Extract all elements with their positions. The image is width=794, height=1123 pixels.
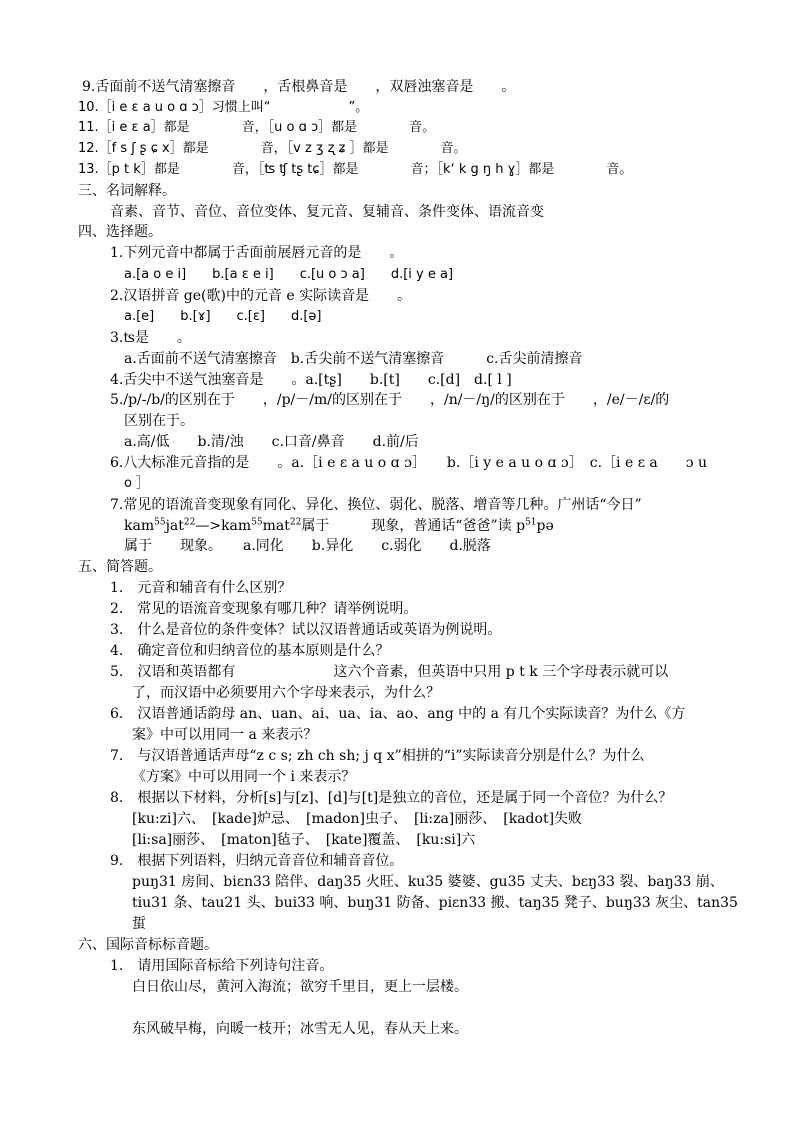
short-question-8-data-1: [ku:zi]六、 [kade]炉忌、 [madon]虫子、 [li:za]丽莎、 [kadot]失败 [132, 811, 583, 827]
short-question-7: 7. 与汉语普通话声母“z c s; zh ch sh; j q x”相拼的“i”实际读音分别是什么？为什么 [110, 748, 645, 764]
short-question-5: 5. 汉语和英语都有 这六个音素，但英语中只用 p t k 三个字母表示就可以 [110, 664, 669, 680]
short-question-1: 1. 元音和辅音有什么区别？ [110, 580, 292, 596]
choice-question-4: 4.舌尖中不送气浊塞音是 。a.[tʂ] b.[t] c.[d] d.[ l ] [110, 372, 512, 388]
section-5-title: 五、简答题。 [78, 559, 162, 575]
fill-question-13: 13.［p t k］都是 音，［ʦ ʧ tʂ tɕ］都是 音；［kʻ k g ŋ h ɣ］都是 音。 [78, 162, 633, 177]
fill-question-12: 12.［f s ʃ ʂ ɕ x］都是 音，［v z ʒ ʐ ʑ ］都是 音。 [78, 141, 467, 156]
short-question-8: 8. 根据以下材料，分析[s]与[z]、[d]与[t]是独立的音位，还是属于同一个音位？为什么？ [110, 790, 673, 806]
section-3-title: 三、名词解释。 [78, 183, 176, 199]
short-question-6-cont: 案》中可以用同一 a 来表示？ [132, 727, 318, 743]
choice-question-1-options: a.[a o e i] b.[a ɛ e i] c.[u o ɔ a] d.[i y e a] [124, 267, 454, 282]
short-question-9: 9. 根据下列语料，归纳元音音位和辅音音位。 [110, 853, 404, 869]
fill-question-11: 11.［i e ɛ a］都是 音，［u o ɑ ɔ］都是 音。 [78, 120, 436, 135]
poem-line-2: 东风破早梅，向暖一枝开；冰雪无人见，春从天上来。 [132, 1021, 468, 1037]
short-question-9-data-3: 蜇 [132, 916, 146, 932]
poem-line-1: 白日依山尽，黄河入海流；欲穷千里目，更上一层楼。 [132, 979, 468, 995]
short-question-9-data-1: puŋ31 房间、biɛn33 陪伴、daŋ35 火旺、ku35 婆婆、gu35 丈夫、bɛŋ33 裂、baŋ33 崩、 [132, 874, 724, 890]
choice-question-6: 6.八大标准元音指的是 。a.［i e ɛ a u o ɑ ɔ］ b.［i y e a u o ɑ ɔ］ c.［i e ɛ a ɔ u [110, 455, 708, 471]
short-question-4: 4. 确定音位和归纳音位的基本原则是什么？ [110, 643, 390, 659]
short-question-2: 2. 常见的语流音变现象有哪几种？请举例说明。 [110, 601, 418, 617]
choice-question-5: 5./p/-/b/的区别在于 ，/p/－/m/的区别在于 ，/n/－/ŋ/的区别在于 ，/e/－/ɛ/的 [110, 392, 670, 408]
choice-question-3: 3.ʦ是 。 [110, 330, 191, 346]
short-question-5-cont: 了，而汉语中必须要用六个字母来表示，为什么？ [132, 685, 440, 701]
choice-question-7: 7.常见的语流音变现象有同化、异化、换位、弱化、脱落、增音等几种。广州话“今日” [110, 497, 642, 513]
short-question-7-cont: 《方案》中可以用同一个 i 来表示？ [132, 769, 356, 785]
choice-question-5-options: a.高/低 b.清/浊 c.口音/鼻音 d.前/后 [124, 434, 419, 450]
short-question-8-data-2: [li:sa]丽莎、 [maton]毡子、 [kate]覆盖、 [ku:si]六 [132, 832, 476, 848]
choice-question-3-options: a.舌面前不送气清塞擦音 b.舌尖前不送气清塞擦音 c.舌尖前清擦音 [124, 351, 583, 367]
choice-question-5-cont: 区别在于。 [124, 413, 194, 429]
short-question-3: 3. 什么是音位的条件变体？试以汉语普通话或英语为例说明。 [110, 622, 502, 638]
fill-question-10: 10.［i e ɛ a u o ɑ ɔ］习惯上叫“ ”。 [78, 100, 369, 115]
choice-question-7-cont: kam$^{55}$jat$^{22}$—>kam$^{55}$mat$^{22}$属于 现象，普通话“爸爸”读 $p^{51}pə$ [124, 517, 554, 534]
short-question-9-data-2: tiu31 条、tau21 头、bui33 响、buŋ31 防备、piɛn33 搬、taŋ35 凳子、buŋ33 灰尘、tan35 [132, 895, 738, 911]
choice-question-2: 2.汉语拼音 ge(歌)中的元音 e 实际读音是 。 [110, 288, 412, 304]
short-question-6: 6. 汉语普通话韵母 an、uan、ai、ua、ia、ao、ang 中的 a 有几个实际读音？为什么《方 [110, 706, 686, 722]
ipa-question-1: 1. 请用国际音标给下列诗句注音。 [110, 958, 334, 974]
section-4-title: 四、选择题。 [78, 224, 162, 240]
choice-question-1: 1.下列元音中都属于舌面前展唇元音的是 。 [110, 245, 404, 261]
section-6-title: 六、国际音标标音题。 [78, 937, 218, 953]
choice-question-6-cont: o ］ [124, 476, 150, 491]
terms-list: 音素、音节、音位、音位变体、复元音、复辅音、条件变体、语流音变 [110, 204, 544, 220]
choice-question-7-options: 属于 现象。 a.同化 b.异化 c.弱化 d.脱落 [124, 538, 491, 554]
choice-question-2-options: a.[e] b.[ɤ] c.[ɛ] d.[ə] [124, 309, 322, 324]
fill-question-9: 9.舌面前不送气清塞擦音 ，舌根鼻音是 ，双唇浊塞音是 。 [82, 79, 516, 95]
